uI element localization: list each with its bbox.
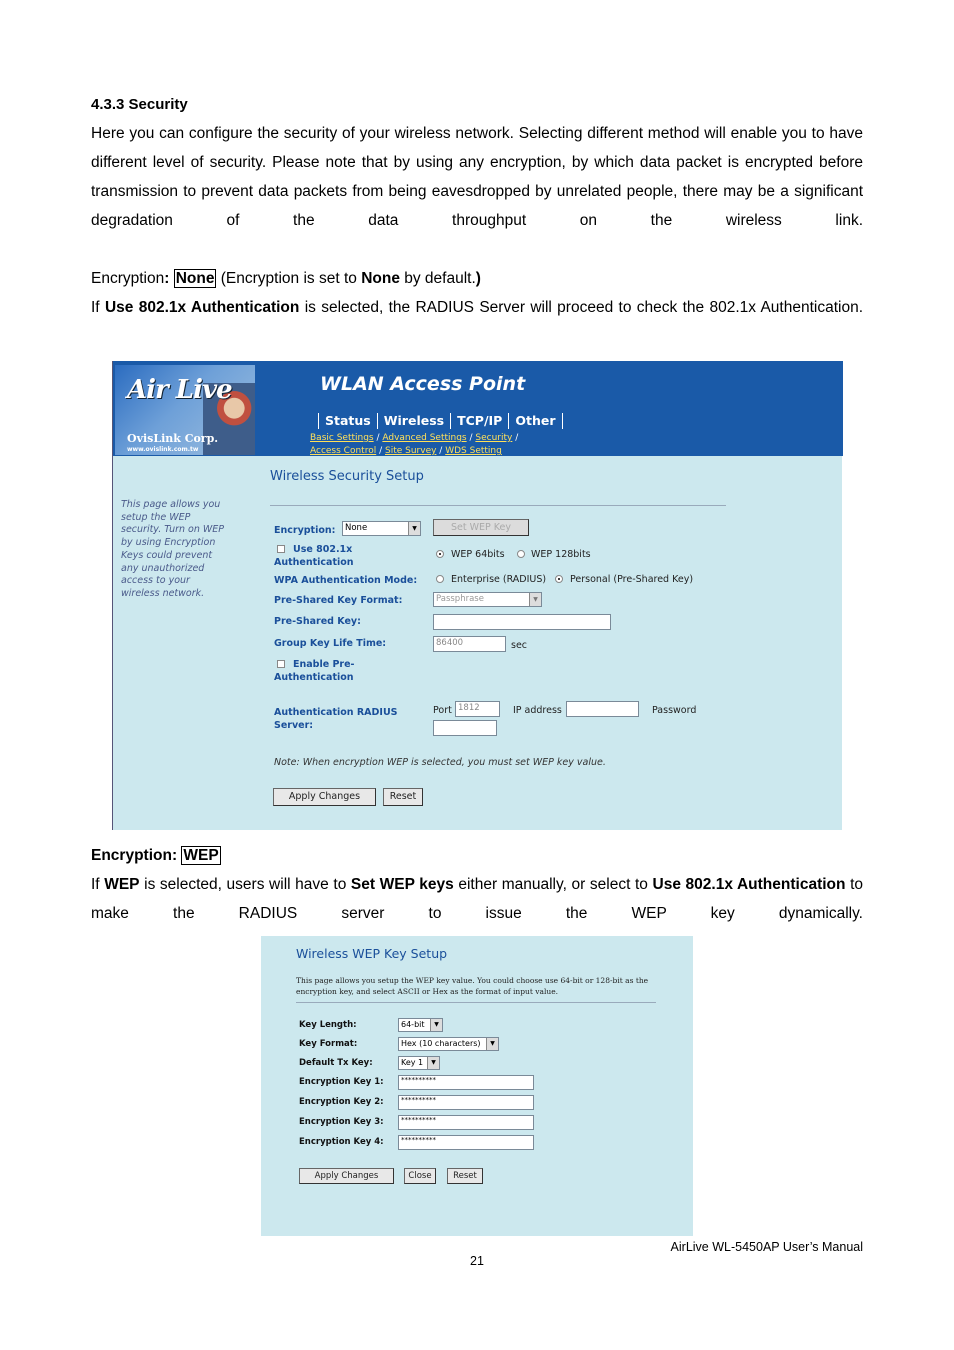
password-label: Password [652, 705, 697, 716]
encryption-label: Encryption [91, 270, 165, 287]
intro-paragraph: Here you can configure the security of your wireless network. Selecting different method will enable you to have different level of security. Please note that by using any encryption, by which data packet is encrypted before transmission to prevent data packets from being eavesdropped by unrelated people, there may be a significant degradation of the data throughput on the wireless link. [91, 125, 863, 229]
encryption-none-bold: None [361, 270, 400, 287]
psk-format-value: Passphrase [436, 594, 484, 604]
default-tx-select[interactable] [398, 1056, 440, 1070]
gklt-label: Group Key Life Time: [274, 638, 387, 649]
key-length-value: 64-bit [401, 1020, 425, 1029]
encryption-none-close: ) [475, 270, 481, 287]
gklt-input[interactable]: 86400 [433, 636, 506, 652]
ap-title: WLAN Access Point [320, 373, 526, 395]
key-format-value: Hex (10 characters) [401, 1039, 481, 1048]
radius-label: Authentication RADIUS Server: [274, 707, 398, 731]
router-header [113, 361, 843, 456]
ip-input[interactable] [566, 701, 639, 717]
key-length-select[interactable] [398, 1018, 443, 1032]
subnav-site-survey[interactable]: Site Survey [384, 446, 437, 456]
wpa-personal-radio[interactable] [555, 575, 563, 583]
encryption-wep-line [91, 841, 221, 870]
encryption-select-value: None [345, 523, 368, 533]
page-number: 21 [470, 1254, 484, 1268]
key4-label: Encryption Key 4: [299, 1137, 384, 1147]
default-tx-value: Key 1 [401, 1058, 424, 1067]
section-heading: 4.3.3 Security [91, 96, 188, 113]
logo-url: www.ovislink.com.tw [127, 446, 199, 453]
wpa-enterprise-label: Enterprise (RADIUS) [451, 574, 547, 585]
p8021x-c: is selected, the RADIUS Server will proceed to check the 802.1x Authentication. [299, 299, 864, 316]
p8021x-b: Use 802.1x Authentication [104, 299, 300, 316]
key4-input[interactable]: ********** [398, 1135, 534, 1150]
wep64-radio[interactable] [436, 550, 444, 558]
wep-g: to make the RADIUS server to issue the WEP key dynamically. [91, 876, 864, 922]
logo-corp: OvisLink Corp. [127, 432, 219, 445]
ip-label: IP address [513, 705, 562, 716]
wep-reset-button[interactable]: Reset [447, 1168, 483, 1184]
sub-nav-row1: Basic Settings / Advanced Settings / Security / [310, 433, 519, 443]
key3-input[interactable]: ********** [398, 1115, 534, 1130]
wep-e: either manually, or select to [453, 876, 653, 893]
encryption-none-paren-close: by default. [399, 270, 476, 287]
wep-key-title: Wireless WEP Key Setup [296, 946, 448, 961]
encryption-none-paren-open: (Encryption is set to [216, 270, 362, 287]
tab-other[interactable]: Other [508, 413, 562, 429]
tab-status[interactable]: Status [318, 413, 377, 429]
wep-note: Note: When encryption WEP is selected, you must set WEP key value. [274, 757, 606, 768]
password-input[interactable] [433, 720, 497, 736]
p8021x-a: If [91, 299, 105, 316]
key2-input[interactable]: ********** [398, 1095, 534, 1110]
apply-changes-button[interactable]: Apply Changes [273, 788, 376, 806]
chevron-down-icon: ▼ [529, 593, 541, 606]
wpa-mode-label: WPA Authentication Mode: [274, 575, 418, 586]
main-nav [318, 413, 563, 429]
set-wep-key-button[interactable]: Set WEP Key [433, 519, 529, 536]
wep-paragraph [91, 870, 863, 928]
side-help-text: This page allows you setup the WEP security. Turn on WEP by using Encryption Keys could prevent any unauthorized access to your wireless network. [121, 499, 225, 599]
wep-divider [296, 1002, 656, 1003]
wep-apply-button[interactable]: Apply Changes [299, 1168, 394, 1184]
wep-c: is selected, users will have to [139, 876, 351, 893]
reset-button[interactable]: Reset [383, 788, 423, 806]
chevron-down-icon: ▼ [408, 522, 420, 535]
logo-brand: Air Live [127, 375, 232, 405]
security-section-title: Wireless Security Setup [270, 469, 424, 484]
psk-input[interactable] [433, 614, 611, 630]
psk-label: Pre-Shared Key: [274, 616, 361, 627]
footer-manual-title: AirLive WL-5450AP User’s Manual [670, 1240, 863, 1254]
encryption-none-box: None [175, 270, 215, 287]
encryption-wep-box: WEP [183, 847, 219, 864]
key3-label: Encryption Key 3: [299, 1117, 384, 1127]
subnav-access-control[interactable]: Access Control [310, 446, 377, 456]
psk-format-select[interactable] [433, 592, 542, 607]
wep-d: Set WEP keys [350, 876, 454, 893]
key-format-select[interactable] [398, 1037, 499, 1051]
sub-nav-row2: Access Control / Site Survey / WDS Setting [310, 446, 502, 456]
encryption-label: Encryption: [274, 525, 336, 536]
port-input[interactable]: 1812 [455, 701, 500, 717]
wep-a: If [91, 876, 105, 893]
subnav-advanced-settings[interactable]: Advanced Settings [382, 433, 467, 443]
chevron-down-icon: ▼ [427, 1057, 439, 1069]
chevron-down-icon: ▼ [486, 1038, 498, 1050]
encryption-wep-label: Encryption: [91, 847, 182, 864]
key1-input[interactable]: ********** [398, 1075, 534, 1090]
subnav-wds-setting[interactable]: WDS Setting [445, 446, 502, 456]
wep-b: WEP [104, 876, 140, 893]
wep-key-description: This page allows you setup the WEP key value. You could choose use 64-bit or 128-bit as the encryption key, and select ASCII or Hex as the format of input value. [296, 976, 649, 996]
wpa-enterprise-radio[interactable] [436, 575, 444, 583]
gklt-unit: sec [511, 640, 528, 651]
tab-tcpip[interactable]: TCP/IP [450, 413, 508, 429]
subnav-security[interactable]: Security [475, 433, 513, 443]
wep128-label: WEP 128bits [531, 549, 591, 560]
airlive-logo [115, 365, 255, 455]
tab-wireless[interactable]: Wireless [377, 413, 450, 429]
wep64-label: WEP 64bits [451, 549, 505, 560]
port-label: Port [433, 705, 452, 716]
psk-format-label: Pre-Shared Key Format: [274, 595, 403, 606]
chevron-down-icon: ▼ [430, 1019, 442, 1031]
wpa-personal-label: Personal (Pre-Shared Key) [570, 574, 694, 585]
p8021x-paragraph [91, 293, 863, 322]
wep-key-setup-screenshot [261, 936, 693, 1236]
subnav-basic-settings[interactable]: Basic Settings [310, 433, 374, 443]
security-setup-screenshot [112, 361, 842, 830]
use8021x-label: Use 802.1x Authentication [274, 544, 354, 568]
wep-f: Use 802.1x Authentication [652, 876, 846, 893]
encryption-colon: : [164, 270, 174, 287]
encryption-none-line [91, 264, 863, 293]
key2-label: Encryption Key 2: [299, 1097, 384, 1107]
encryption-select[interactable] [342, 521, 421, 536]
wep128-radio[interactable] [517, 550, 525, 558]
preauth-label: Enable Pre-Authentication [274, 659, 355, 683]
key1-label: Encryption Key 1: [299, 1077, 384, 1087]
title-divider [270, 505, 726, 506]
key-length-label: Key Length: [299, 1020, 357, 1030]
key-format-label: Key Format: [299, 1039, 358, 1049]
default-tx-label: Default Tx Key: [299, 1058, 373, 1068]
wep-close-button[interactable]: Close [404, 1168, 436, 1184]
